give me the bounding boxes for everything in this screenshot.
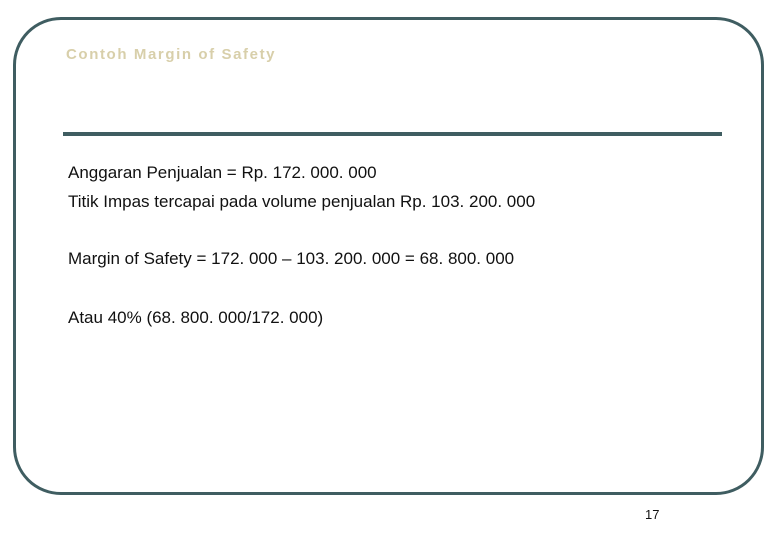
page-number: 17 xyxy=(645,507,660,522)
budget-sales-line: Anggaran Penjualan = Rp. 172. 000. 000 xyxy=(68,163,377,182)
percentage-line: Atau 40% (68. 800. 000/172. 000) xyxy=(68,308,324,327)
margin-of-safety-line: Margin of Safety = 172. 000 – 103. 200. 000 = 68. 800. 000 xyxy=(68,249,515,268)
title-divider xyxy=(63,132,722,136)
break-even-line: Titik Impas tercapai pada volume penjualan Rp. 103. 200. 000 xyxy=(68,192,536,211)
slide-title: Contoh Margin of Safety xyxy=(66,46,277,63)
